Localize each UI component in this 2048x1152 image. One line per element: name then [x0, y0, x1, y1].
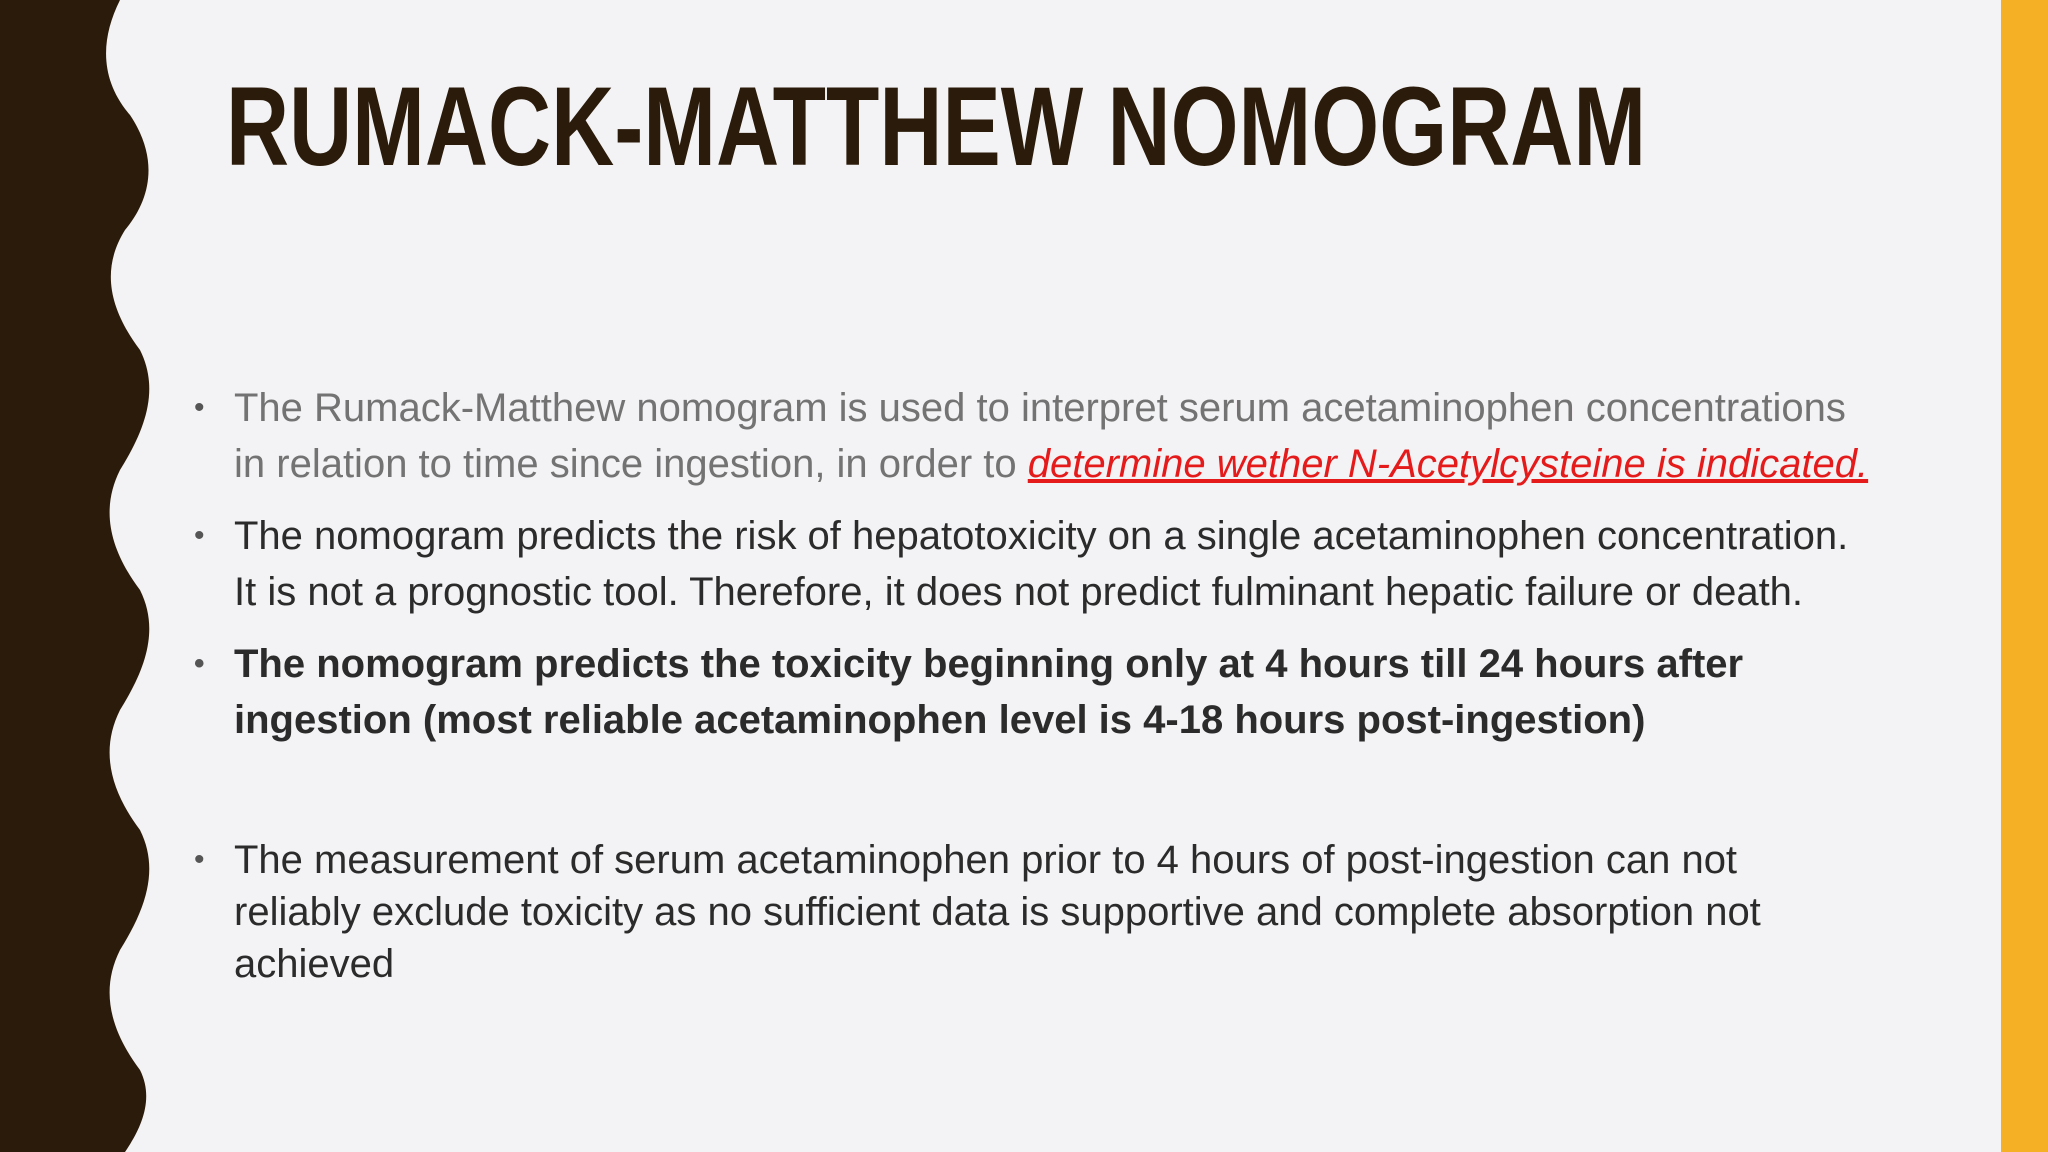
bullet-item-3: [194, 636, 1874, 748]
bullet-dot-icon: •: [194, 647, 205, 680]
wavy-left-band: [0, 0, 160, 1152]
bullet-dot-icon: •: [194, 519, 205, 552]
bullet-item-1: [194, 380, 1874, 492]
bullet-2-text: The nomogram predicts the risk of hepatotoxicity on a single acetaminophen concentration. It is not a prognostic tool. Therefore, it does not predict fulminant hepatic failure or death.: [234, 514, 1849, 614]
bullet-item-2: [194, 508, 1874, 620]
slide-title: RUMACK-MATTHEW NOMOGRAM: [226, 64, 1647, 189]
bullet-1-highlight-link[interactable]: determine wether N-Acetylcysteine is indicated.: [1027, 442, 1869, 486]
bullet-1-text: The Rumack-Matthew nomogram is used to interpret serum acetaminophen concentrations in relation to time since ingestion, in order to: [234, 386, 1846, 486]
bullet-3-text: The nomogram predicts the toxicity beginning only at 4 hours till 24 hours after ingestion (most reliable acetaminophen level is 4-18 hours post-ingestion): [234, 642, 1744, 742]
bullet-dot-icon: •: [194, 391, 205, 424]
bullet-4-text: The measurement of serum acetaminophen prior to 4 hours of post-ingestion can not reliably exclude toxicity as no sufficient data is supportive and complete absorption not achieved: [234, 838, 1761, 986]
bullet-item-4: [194, 834, 1874, 990]
bullet-list: [194, 380, 1874, 990]
bullet-dot-icon: •: [194, 843, 205, 876]
right-accent-bar: [2001, 0, 2048, 1152]
